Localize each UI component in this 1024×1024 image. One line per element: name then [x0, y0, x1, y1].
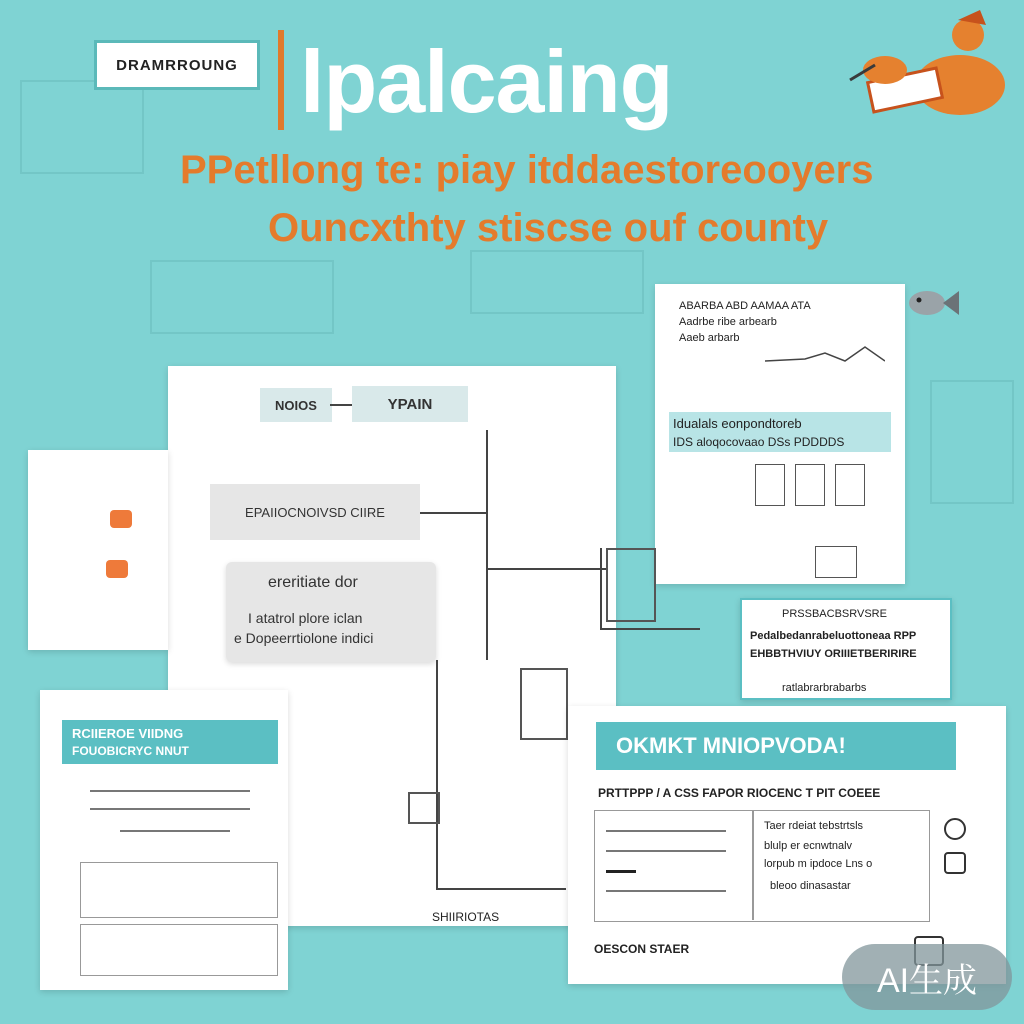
card-text: EHBBTHVIUY ORIIIETBERIRIRE: [750, 648, 917, 660]
orange-marker: [110, 510, 132, 528]
building-icon: [606, 548, 656, 622]
summary-card-header: OKMKT MNIOPVODA!: [596, 722, 956, 770]
text-line: [606, 830, 726, 832]
connector-line: [420, 512, 486, 514]
grid-box: [795, 464, 825, 506]
callout-text: I atatrol plore iclan: [248, 610, 363, 626]
card-text: ABARBA ABD AAMAA ATA: [679, 300, 811, 312]
fish-icon: [905, 286, 960, 320]
background-sketch: [20, 80, 144, 174]
summary-footer: OESCON STAER: [594, 942, 690, 956]
connector-line: [486, 430, 488, 660]
card-text: ratlabrarbrabarbs: [782, 682, 867, 694]
header-badge: DRAMRROUNG: [94, 40, 260, 90]
card-text: Aadrbe ribe arbearb: [679, 316, 777, 328]
summary-text: lorpub m ipdoce Lns o: [764, 858, 873, 870]
background-sketch: [150, 260, 334, 334]
summary-text: bleoo dinasastar: [770, 880, 851, 892]
text-line: [606, 850, 726, 852]
sketch-icon: [765, 339, 885, 369]
note-card-title: FOUOBICRYC NNUT: [72, 744, 189, 758]
reader-illustration: [840, 5, 1015, 125]
text-line: [606, 890, 726, 892]
connector-line: [600, 628, 700, 630]
label-left: NOIOS: [260, 388, 332, 422]
connector-line: [436, 888, 566, 890]
card-text: Idualals eonpondtoreb: [673, 416, 802, 431]
detail-card: [655, 284, 905, 584]
divider: [752, 810, 754, 920]
grid-box: [835, 464, 865, 506]
diagram-sheet: [28, 450, 168, 650]
text-line: [120, 830, 230, 832]
input-box[interactable]: [80, 924, 278, 976]
orange-marker: [106, 560, 128, 578]
background-sketch: [470, 250, 644, 314]
summary-text: blulp er ecnwtnalv: [764, 840, 853, 852]
summary-box: [594, 810, 930, 922]
connector-line: [600, 548, 602, 628]
page-title: lpalcaing: [300, 32, 673, 131]
text-line: [90, 790, 250, 792]
callout-title: ereritiate dor: [268, 574, 358, 591]
text-line: [606, 870, 636, 873]
option-icon[interactable]: [944, 852, 966, 874]
ai-generated-watermark: AI生成: [842, 944, 1012, 1010]
callout-text: e Dopeerrtiolone indici: [234, 630, 374, 646]
card-text: Pedalbedanrabeluottoneaa RPP: [750, 630, 917, 642]
connector-line: [436, 660, 438, 890]
card-text: Aaeb arbarb: [679, 332, 740, 344]
summary-text: Taer rdeiat tebstrtsls: [764, 820, 864, 832]
note-card-header: [62, 720, 278, 764]
building-icon: [520, 668, 568, 740]
text-line: [90, 808, 250, 810]
title-accent-bar: [278, 30, 284, 130]
subtitle-line-1: PPetllong te: piay itddaestoreooyers: [180, 148, 874, 192]
building-icon: [408, 792, 440, 824]
summary-subtitle: PRTTPPP / A CSS FAPOR RIOCENC T PIT COEEE: [598, 786, 881, 800]
diagram-bottom-label: SHIIRIOTAS: [432, 910, 500, 924]
info-card: [740, 598, 952, 700]
option-icon[interactable]: [944, 818, 966, 840]
card-title: PRSSBACBSRVSRE: [782, 608, 887, 620]
connector-line: [330, 404, 352, 406]
arrow-label: EPAIIOCNOIVSD CIIRE: [210, 484, 420, 540]
connector-line: [486, 568, 606, 570]
card-text: IDS aloqocovaao DSs PDDDDS: [673, 435, 845, 449]
label-right: YPAIN: [352, 386, 468, 422]
grid-box: [815, 546, 857, 578]
note-card-title: RCIIEROE VIIDNG: [72, 726, 184, 741]
background-sketch: [930, 380, 1014, 504]
grid-box: [755, 464, 785, 506]
subtitle-line-2: Ouncxthty stiscse ouf county: [268, 206, 829, 250]
input-box[interactable]: [80, 862, 278, 918]
